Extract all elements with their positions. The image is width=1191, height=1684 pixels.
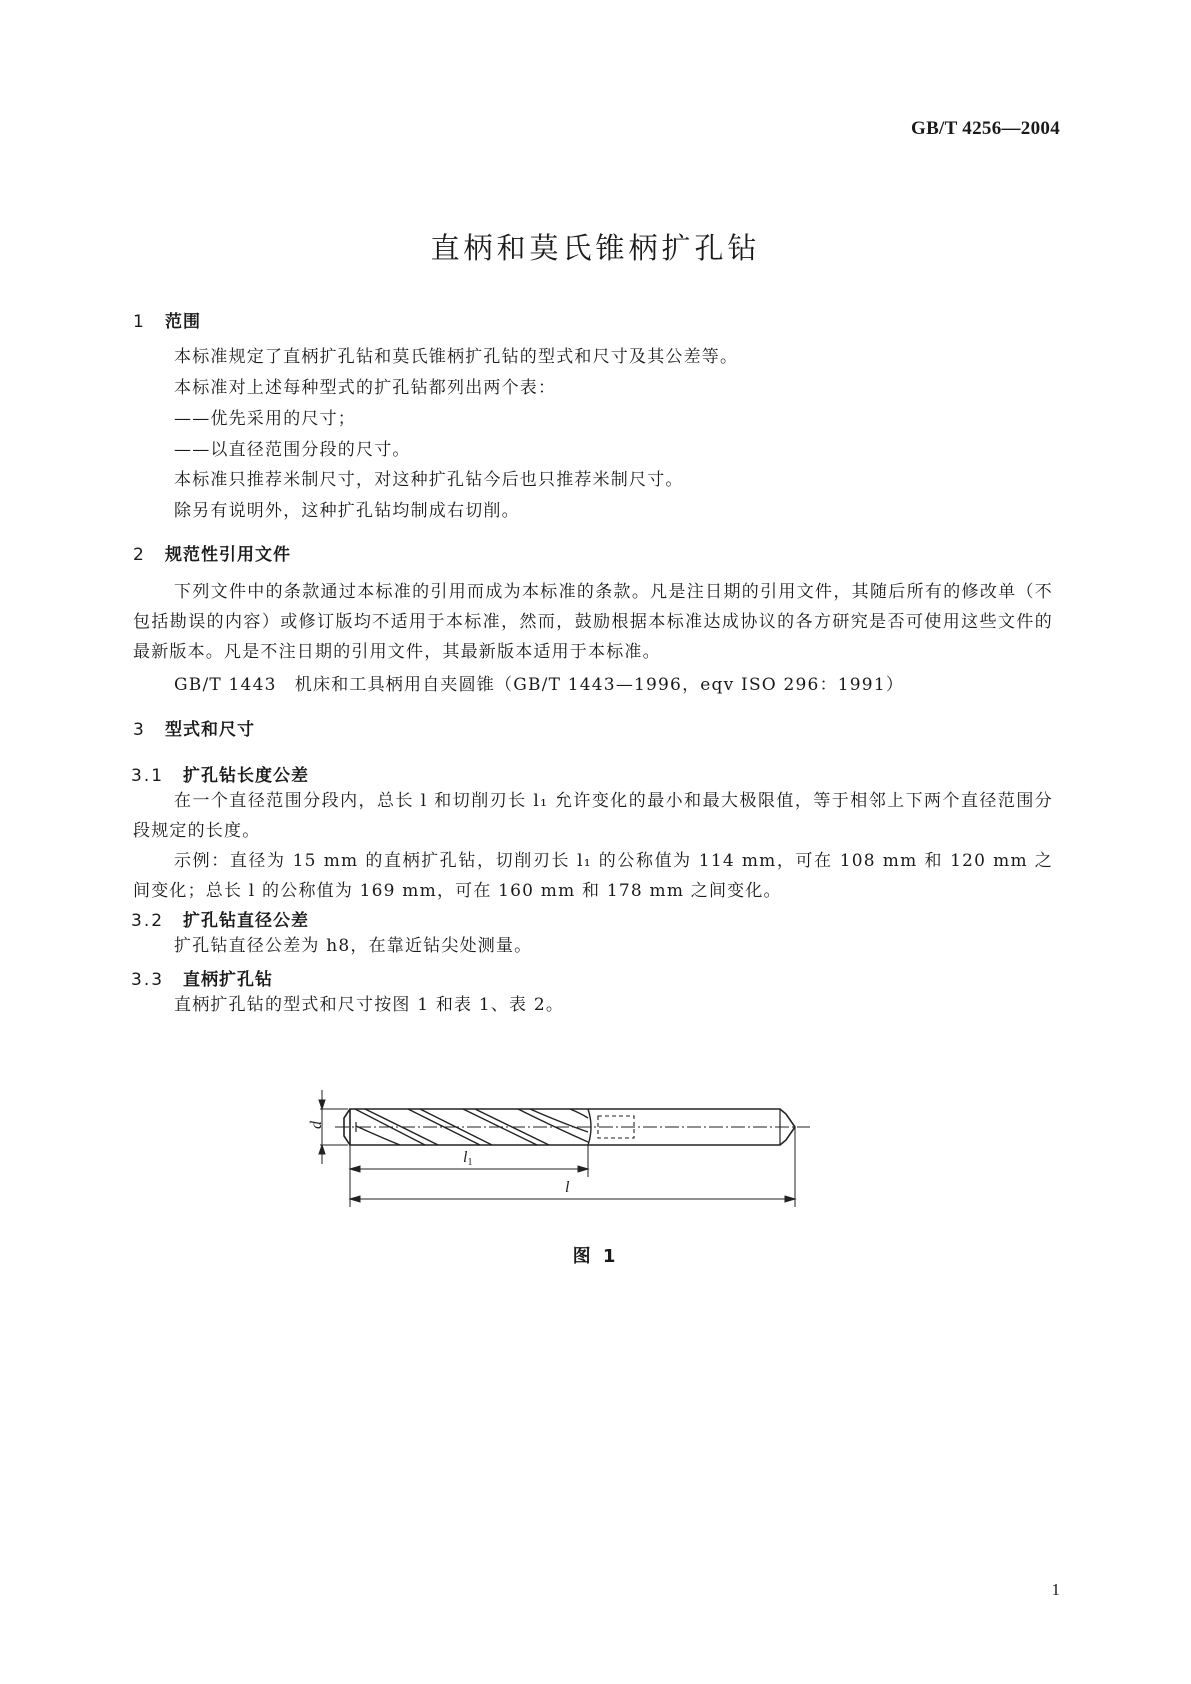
paragraph: 本标准只推荐米制尺寸，对这种扩孔钻今后也只推荐米制尺寸。 <box>174 470 684 490</box>
subsection-title: 直柄扩孔钻 <box>183 970 273 990</box>
paragraph: 本标准规定了直柄扩孔钻和莫氏锥柄扩孔钻的型式和尺寸及其公差等。 <box>174 347 739 367</box>
subsection-title: 扩孔钻直径公差 <box>183 911 309 931</box>
subsection-number: 3.3 <box>131 970 165 990</box>
subsection-number: 3.2 <box>131 911 165 931</box>
subsection-3-3-heading <box>131 965 273 990</box>
d-label: d <box>308 1121 325 1129</box>
section-1-heading <box>133 307 201 332</box>
section-title: 规范性引用文件 <box>165 545 291 565</box>
subsection-3-2-heading <box>131 906 309 931</box>
section-number: 2 <box>133 545 145 565</box>
subsection-number: 3.1 <box>131 766 165 786</box>
figure-caption: 图 1 <box>572 1246 619 1267</box>
section-number: 1 <box>133 312 145 332</box>
standard-number: GB/T 4256—2004 <box>910 118 1060 139</box>
paragraph: 除另有说明外，这种扩孔钻均制成右切削。 <box>174 501 520 521</box>
section-title: 范围 <box>165 312 201 332</box>
list-item: ——优先采用的尺寸； <box>174 409 356 429</box>
l1-label-main: l <box>463 1149 468 1166</box>
section-title: 型式和尺寸 <box>165 720 255 740</box>
paragraph: 在一个直径范围分段内，总长 l 和切削刃长 l₁ 允许变化的最小和最大极限值，等于相邻上下两个直径范围分段规定的长度。 <box>133 791 1053 841</box>
reference-item: GB/T 1443 机床和工具柄用自夹圆锥（GB/T 1443—1996，eqv ISO 296：1991） <box>174 675 905 695</box>
example-paragraph: 示例：直径为 15 mm 的直柄扩孔钻，切削刃长 l₁ 的公称值为 114 mm，可在 108 mm 和 120 mm 之间变化；总长 l 的公称值为 169 mm，可在 160 mm 和 178 mm 之间变化。 <box>133 851 1053 901</box>
section-3-heading <box>133 715 255 740</box>
list-item: ——以直径范围分段的尺寸。 <box>174 440 411 460</box>
paragraph: 扩孔钻直径公差为 h8，在靠近钻尖处测量。 <box>174 936 533 956</box>
subsection-3-1-heading <box>131 761 309 786</box>
subsection-title: 扩孔钻长度公差 <box>183 766 309 786</box>
l-label: l <box>565 1179 570 1196</box>
l1-dimension <box>350 1145 588 1207</box>
section-number: 3 <box>133 720 145 740</box>
page-number: 1 <box>1051 1580 1060 1599</box>
l1-label <box>463 1149 472 1168</box>
document-title: 直柄和莫氏锥柄扩孔钻 <box>430 231 761 265</box>
l-dimension <box>350 1127 795 1207</box>
l1-label-subscript: 1 <box>467 1157 473 1168</box>
section-2-heading <box>133 540 291 565</box>
paragraph: 直柄扩孔钻的型式和尺寸按图 1 和表 1、表 2。 <box>174 995 565 1015</box>
core-drill-figure <box>308 1082 820 1212</box>
paragraph: 下列文件中的条款通过本标准的引用而成为本标准的条款。凡是注日期的引用文件，其随后所有的修改单（不包括勘误的内容）或修订版均不适用于本标准，然而，鼓励根据本标准达成协议的各方研究是否可使用这些文件的最新版本。凡是不注日期的引用文件，其最新版本适用于本标准。 <box>133 582 1053 662</box>
paragraph: 本标准对上述每种型式的扩孔钻都列出两个表： <box>174 378 557 398</box>
